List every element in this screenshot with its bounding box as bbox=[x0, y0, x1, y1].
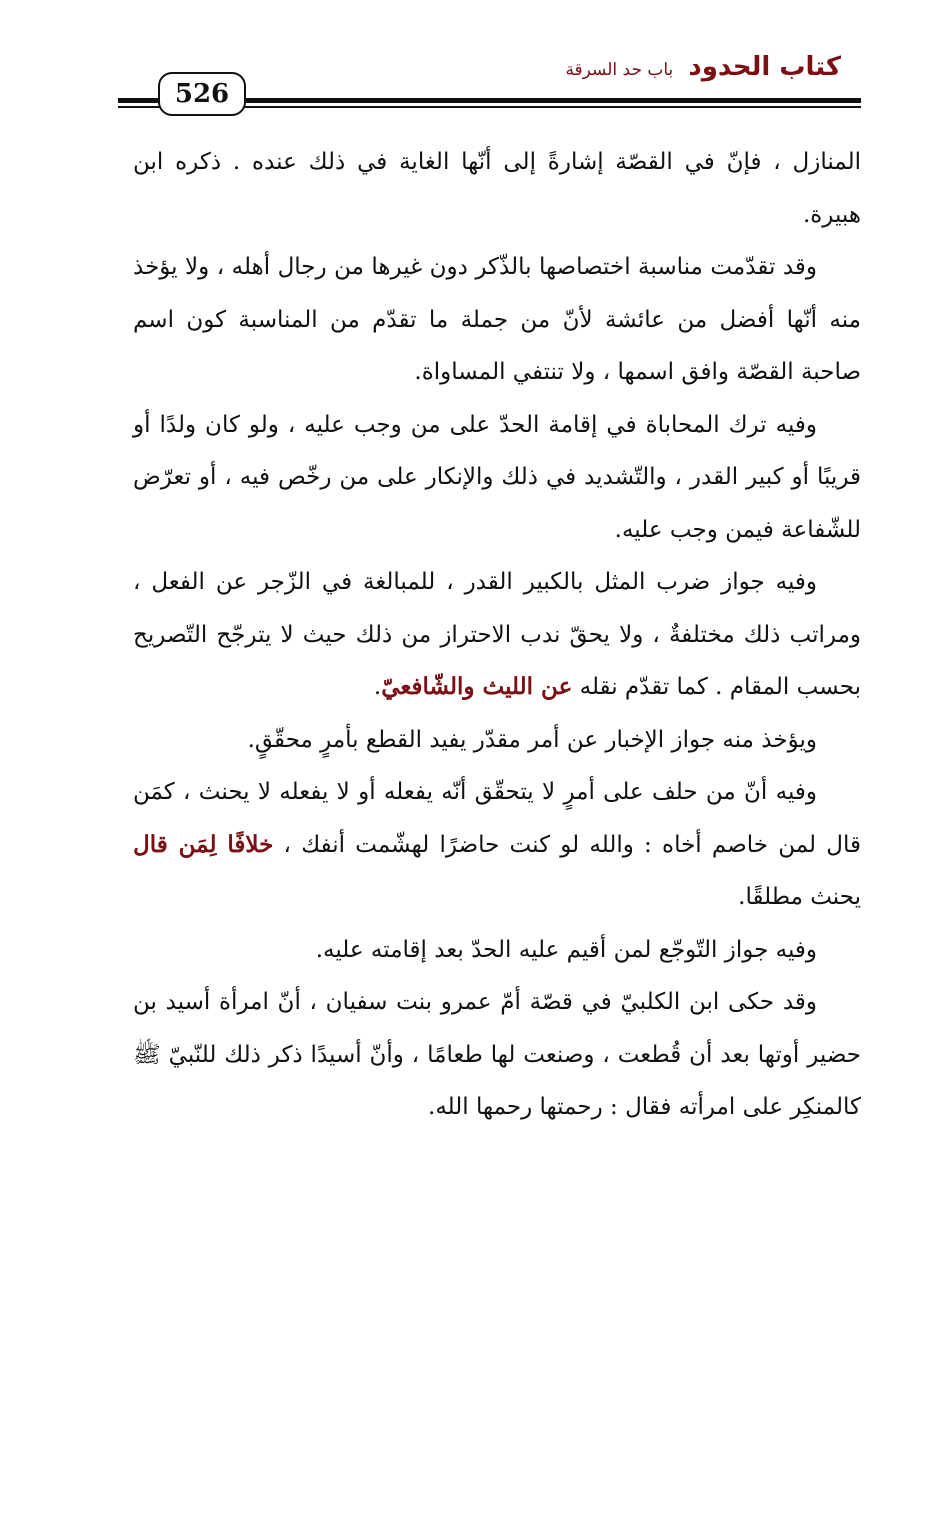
book-title: كتاب الحدود bbox=[688, 52, 841, 82]
paragraph-7: وفيه جواز التّوجّع لمن أقيم عليه الحدّ بعد إقامته عليه. bbox=[315, 936, 817, 963]
highlight-al-layth-al-shafii: عن الليث والشّافعيّ bbox=[381, 673, 573, 700]
paragraph-4 bbox=[133, 556, 861, 714]
main-text bbox=[133, 136, 861, 1134]
paragraph-5: ويؤخذ منه جواز الإخبار عن أمر مقدّر يفيد القطع بأمرٍ محقّقٍ. bbox=[247, 726, 817, 753]
paragraph-6-text: وفيه أنّ من حلف على أمرٍ لا يتحقّق أنّه يفعله أو لا يفعله لا يحنث ، كمَن قال لمن خاصم أخاه : والله لو كنت حاضرًا لهشّمت أنفك ، bbox=[133, 779, 861, 858]
paragraph-4-text: وفيه جواز ضرب المثل بالكبير القدر ، للمبالغة في الزّجر عن الفعل ، ومراتب ذلك مختلفةٌ ، ولا يحقّ ندب الاحتراز من ذلك حيث لا يترجّح التّصريح بحسب المقام . كما تقدّم نقله bbox=[133, 569, 861, 700]
paragraph-4-end: . bbox=[373, 674, 382, 700]
paragraph-6 bbox=[133, 766, 861, 924]
paragraph-1: المنازل ، فإنّ في القصّة إشارةً إلى أنّها الغاية في ذلك عنده . ذكره ابن هبيرة. bbox=[133, 149, 861, 228]
paragraph-6-end: يحنث مطلقًا. bbox=[738, 884, 861, 910]
paragraph-2: وقد تقدّمت مناسبة اختصاصها بالذّكر دون غيرها من رجال أهله ، ولا يؤخذ منه أنّها أفضل من عائشة لأنّ من جملة ما تقدّم من المناسبة كون اسم صاحبة القصّة وافق اسمها ، ولا تنتفي المساواة. bbox=[133, 254, 861, 385]
highlight-khilafan: خلافًا لِمَن قال bbox=[133, 830, 274, 858]
paragraph-8: وقد حكى ابن الكلبيّ في قصّة أمّ عمرو بنت سفيان ، أنّ امرأة أسيد بن حضير أوتها بعد أن قُطعت ، وصنعت لها طعامًا ، وأنّ أسيدًا ذكر ذلك للنّبيّ ﷺ كالمنكِر على امرأته فقال : رحمتها رحمها الله. bbox=[133, 989, 861, 1120]
paragraph-3: وفيه ترك المحاباة في إقامة الحدّ على من وجب عليه ، ولو كان ولدًا أو قريبًا أو كبير القدر ، والتّشديد في ذلك والإنكار على من رخّص فيه ، أو تعرّض للشّفاعة فيمن وجب عليه. bbox=[133, 411, 861, 543]
page-number: 526 bbox=[158, 72, 246, 116]
running-header bbox=[565, 52, 841, 82]
chapter-title: باب حد السرقة bbox=[565, 60, 674, 80]
